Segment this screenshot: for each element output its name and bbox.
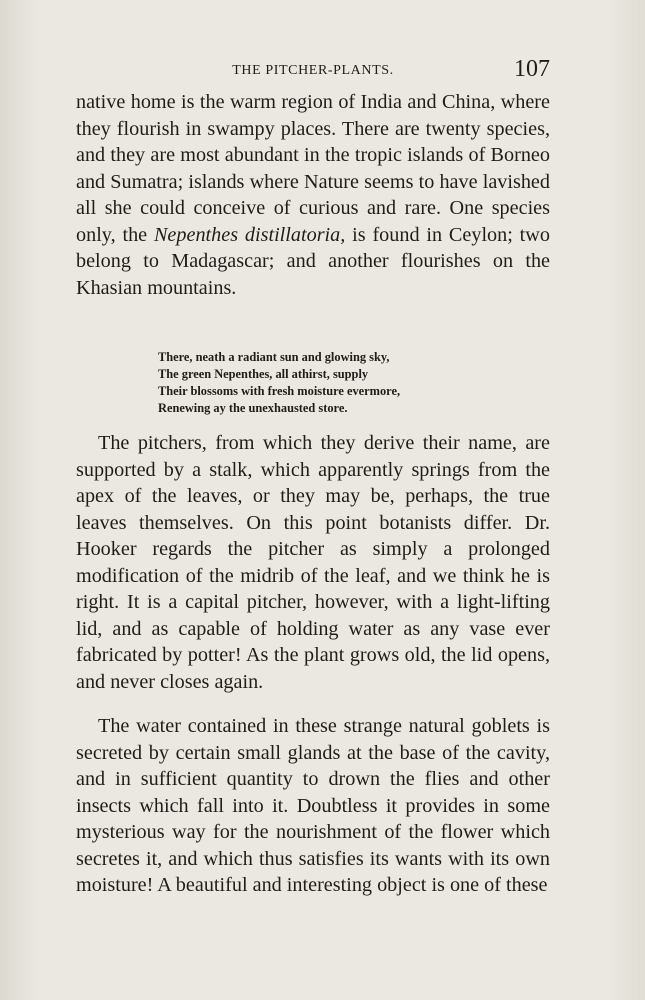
running-title: THE PITCHER-PLANTS. xyxy=(232,63,394,78)
species-name-italic: Nepenthes distillatoria, xyxy=(153,223,346,246)
verse-line: The green Nepenthes, all athirst, supply xyxy=(158,367,369,381)
paragraph-1-text-a: native home is the warm region of India and China, where they flourish in swampy places. There are twenty species, and they are most abundant in the tropic islands of Borneo and Sumatra; islands where Nature seems to have lavished all she could conceive of curious and rare. One species only, the xyxy=(76,91,550,246)
verse-line: There, neath a radiant sun and glowing sky, xyxy=(158,350,390,364)
paragraph-1 xyxy=(76,89,550,301)
paragraph-2: The pitchers, from which they derive their name, are supported by a stalk, which apparently springs from the apex of the leaves, or they may be, perhaps, the true leaves themselves. On this point botanists differ. Dr. Hooker regards the pitcher as simply a prolonged modification of the midrib of the leaf, and we think he is right. It is a capital pitcher, however, with a light-lifting lid, and as capable of holding water as any vase ever fabricated by potter! As the plant grows old, the lid opens, and never closes again. xyxy=(76,432,550,693)
verse-quotation xyxy=(158,349,478,417)
paragraph-3: The water contained in these strange natural goblets is secreted by certain small glands at the base of the cavity, and in sufficient quantity to drown the flies and other insects which fall into it. Doubtless it provides in some mysterious way for the nourishment of the flower which secretes it, and which thus satisfies its wants with its own moisture! A beautiful and interesting object is one of these xyxy=(76,715,550,896)
page-header xyxy=(76,56,550,86)
paragraph-1-text-b: is found in Ceylon; two belong to Madagascar; and another flourishes on the Khasian mountains. xyxy=(76,223,550,299)
verse-line: Renewing ay the unexhausted store. xyxy=(158,401,348,415)
page-number: 107 xyxy=(514,56,550,82)
verse-line: Their blossoms with fresh moisture evermore, xyxy=(158,384,401,398)
